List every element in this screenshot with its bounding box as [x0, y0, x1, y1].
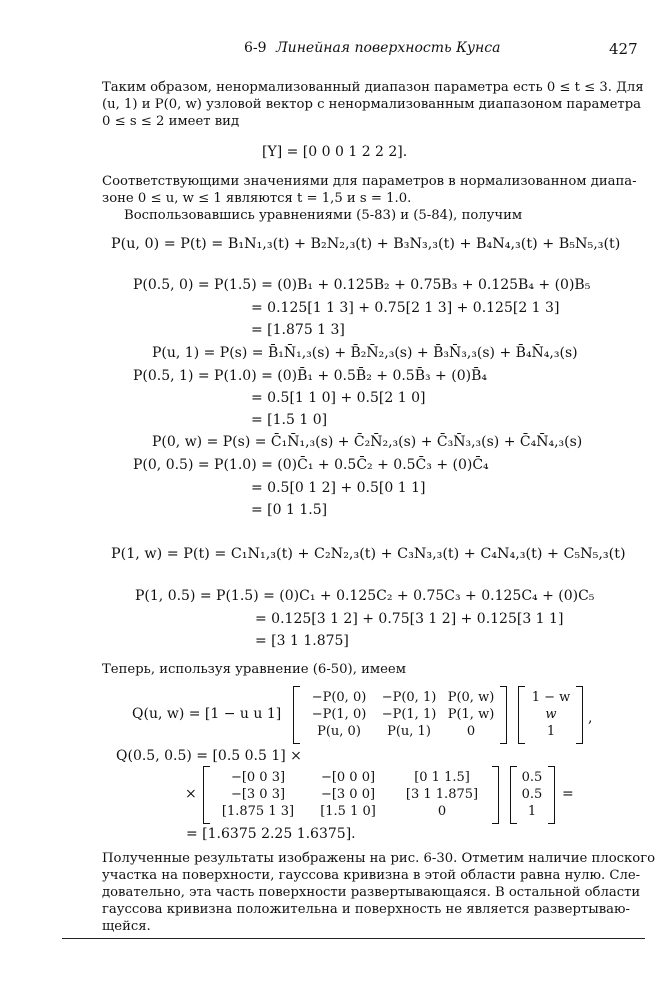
paragraph-line: Полученные результаты изображены на рис. 6-30. Отметим наличие плоского: [102, 851, 656, 866]
paragraph-line: Таким образом, ненормализованный диапазон параметра есть 0 ≤ t ≤ 3. Для: [102, 80, 644, 95]
equation-row: = [0 1 1.5]: [251, 502, 328, 518]
equation-p-u-0: P(u, 0) = P(t) = B₁N₁,₃(t) + B₂N₂,₃(t) + B₃N₃,₃(t) + B₄N₄,₃(t) + B₅N₅,₃(t): [111, 236, 621, 252]
equation-row: = 0.125[3 1 2] + 0.75[3 1 2] + 0.125[3 1 1]: [255, 611, 564, 627]
equation-row: = 0.125[1 1 3] + 0.75[2 1 3] + 0.125[2 1 3]: [251, 300, 560, 316]
matrix-cell: P(0, w): [447, 690, 495, 705]
page-number: 427: [609, 40, 638, 58]
q-equation-lhs: Q(u, w) = [1 − u u 1]: [132, 706, 282, 722]
matrix-cell: −P(1, 1): [381, 707, 437, 722]
equation-row: = 0.5[0 1 2] + 0.5[0 1 1]: [251, 480, 426, 496]
bottom-rule: [62, 938, 645, 939]
vector-cell: w: [545, 707, 557, 722]
paragraph-line: гауссова кривизна положительна и поверхность не является развертываю-: [102, 902, 630, 917]
matrix-right-bracket: [492, 766, 499, 824]
vector-cell: 1: [527, 804, 537, 819]
paragraph-line: 0 ≤ s ≤ 2 имеет вид: [102, 114, 240, 129]
matrix-cell: P(u, 1): [387, 724, 431, 739]
matrix-cell: −[0 0 3]: [230, 770, 286, 785]
paragraph-line: Соответствующими значениями для параметров в нормализованном диапа-: [102, 174, 637, 189]
vector-cell: 1 − w: [531, 690, 571, 705]
matrix-cell: [1.875 1 3]: [221, 804, 295, 819]
equation-row: P(0.5, 0) = P(1.5) = (0)B₁ + 0.125B₂ + 0.75B₃ + 0.125B₄ + (0)B₅: [133, 277, 591, 293]
matrix-cell: −[3 0 0]: [320, 787, 376, 802]
matrix-cell: −P(1, 0): [311, 707, 367, 722]
running-title: Линейная поверхность Кунса: [276, 40, 501, 56]
equation-row: P(0, w) = P(s) = C̄₁N̄₁,₃(s) + C̄₂N̄₂,₃(s) + C̄₃N̄₃,₃(s) + C̄₄N̄₄,₃(s): [152, 434, 583, 450]
vector-cell: 0.5: [521, 787, 543, 802]
matrix-cell: −P(0, 0): [311, 690, 367, 705]
running-section-number: 6-9: [244, 40, 267, 56]
paragraph-line: зоне 0 ≤ u, w ≤ 1 являются t = 1,5 и s = 1.0.: [102, 191, 412, 206]
knot-vector-equation: [Y] = [0 0 0 1 2 2 2].: [262, 144, 408, 160]
matrix-cell: −[3 0 3]: [230, 787, 286, 802]
paragraph-line: участка на поверхности, гауссова кривизна в этой области равна нулю. Сле-: [102, 868, 641, 883]
matrix-cell: −P(0, 1): [381, 690, 437, 705]
equation-comma: ,: [588, 710, 593, 726]
vector-right-bracket: [548, 766, 555, 824]
matrix-cell: P(u, 0): [317, 724, 361, 739]
equation-row: = [3 1 1.875]: [255, 633, 349, 649]
equals-sign: =: [562, 786, 574, 802]
matrix-cell: 0: [466, 724, 476, 739]
matrix-cell: 0: [437, 804, 447, 819]
matrix-cell: [3 1 1.875]: [405, 787, 479, 802]
matrix-right-bracket: [500, 686, 507, 744]
equation-row: = [1.5 1 0]: [251, 412, 328, 428]
paragraph-line: довательно, эта часть поверхности развертывающаяся. В остальной области: [102, 885, 641, 900]
q-result: = [1.6375 2.25 1.6375].: [186, 826, 356, 842]
times-sign: ×: [185, 786, 197, 802]
matrix-cell: [1.5 1 0]: [320, 804, 376, 819]
equation-row: P(0.5, 1) = P(1.0) = (0)B̄₁ + 0.5B̄₂ + 0.5B̄₃ + (0)B̄₄: [133, 368, 487, 384]
equation-row: = [1.875 1 3]: [251, 322, 345, 338]
equation-row: P(1, 0.5) = P(1.5) = (0)C₁ + 0.125C₂ + 0.75C₃ + 0.125C₄ + (0)C₅: [135, 588, 595, 604]
paragraph-line: Теперь, используя уравнение (6-50), имеем: [102, 662, 406, 677]
vector-cell: 1: [546, 724, 556, 739]
matrix-cell: P(1, w): [447, 707, 495, 722]
paragraph-line: Воспользовавшись уравнениями (5-83) и (5-84), получим: [124, 208, 523, 223]
vector-cell: 0.5: [521, 770, 543, 785]
vector-right-bracket: [576, 686, 583, 744]
paragraph-line: щейся.: [102, 919, 151, 934]
equation-row: = 0.5[1 1 0] + 0.5[2 1 0]: [251, 390, 426, 406]
matrix-cell: −[0 0 0]: [320, 770, 376, 785]
q-numeric-lhs: Q(0.5, 0.5) = [0.5 0.5 1] ×: [116, 748, 302, 764]
matrix-cell: [0 1 1.5]: [414, 770, 470, 785]
paragraph-line: (u, 1) и P(0, w) узловой вектор с ненормализованным диапазоном параметра: [102, 97, 642, 112]
equation-row: P(0, 0.5) = P(1.0) = (0)C̄₁ + 0.5C̄₂ + 0.5C̄₃ + (0)C̄₄: [133, 457, 489, 473]
equation-row: P(u, 1) = P(s) = B̄₁N̄₁,₃(s) + B̄₂N̄₂,₃(s) + B̄₃N̄₃,₃(s) + B̄₄N̄₄,₃(s): [152, 345, 578, 361]
equation-p-1-w: P(1, w) = P(t) = C₁N₁,₃(t) + C₂N₂,₃(t) + C₃N₃,₃(t) + C₄N₄,₃(t) + C₅N₅,₃(t): [111, 546, 626, 562]
matrix-left-bracket: [293, 686, 300, 744]
